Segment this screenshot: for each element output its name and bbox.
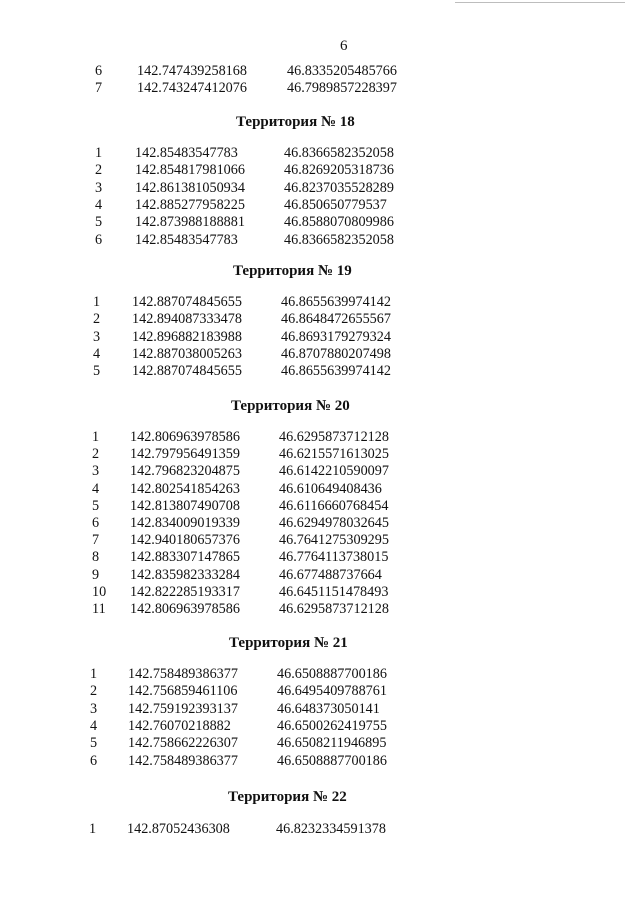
point-number: 1 bbox=[90, 666, 98, 682]
coordinate-longitude: 142.883307147865 bbox=[130, 549, 240, 566]
coordinate-latitude: 46.6295873712128 bbox=[279, 429, 389, 445]
table-row bbox=[0, 311, 633, 328]
point-number: 6 bbox=[92, 515, 100, 531]
coordinate-longitude: 142.797956491359 bbox=[130, 446, 240, 463]
coordinate-latitude: 46.8655639974142 bbox=[281, 363, 391, 380]
table-row bbox=[0, 498, 633, 515]
point-number: 5 bbox=[90, 735, 98, 752]
coordinate-longitude: 142.861381050934 bbox=[135, 179, 245, 196]
point-number: 4 bbox=[93, 345, 101, 362]
point-number: 5 bbox=[95, 214, 103, 231]
coordinate-latitude: 46.610649408436 bbox=[279, 480, 382, 497]
coordinate-latitude: 46.6508887700186 bbox=[277, 666, 387, 682]
coordinate-longitude: 142.885277958225 bbox=[135, 196, 245, 213]
table-row bbox=[0, 735, 633, 752]
table-row bbox=[0, 753, 633, 770]
coordinate-latitude: 46.6142210590097 bbox=[279, 463, 389, 480]
territory-heading: Территория № 22 bbox=[228, 789, 347, 805]
point-number: 9 bbox=[92, 566, 100, 583]
page-number: 6 bbox=[340, 38, 348, 54]
point-number: 1 bbox=[92, 429, 100, 445]
table-row bbox=[0, 180, 633, 197]
coordinate-longitude: 142.87052436308 bbox=[127, 821, 230, 837]
coordinate-longitude: 142.887038005263 bbox=[132, 345, 242, 362]
coordinate-longitude: 142.85483547783 bbox=[135, 231, 238, 248]
coordinate-latitude: 46.6508887700186 bbox=[277, 752, 387, 769]
coordinate-longitude: 142.758489386377 bbox=[128, 666, 238, 682]
point-number: 2 bbox=[92, 446, 100, 463]
coordinate-longitude: 142.758489386377 bbox=[128, 752, 238, 769]
coordinate-latitude: 46.6295873712128 bbox=[279, 601, 389, 617]
point-number: 3 bbox=[95, 179, 103, 196]
point-number: 6 bbox=[90, 752, 98, 769]
coordinate-latitude: 46.648373050141 bbox=[277, 700, 380, 717]
point-number: 1 bbox=[89, 821, 97, 837]
table-row bbox=[0, 515, 633, 532]
coordinate-longitude: 142.806963978586 bbox=[130, 429, 240, 445]
coordinate-latitude: 46.850650779537 bbox=[284, 196, 387, 213]
coordinate-latitude: 46.8237035528289 bbox=[284, 179, 394, 196]
point-number: 7 bbox=[95, 80, 103, 97]
coordinate-longitude: 142.759192393137 bbox=[128, 700, 238, 717]
coordinate-latitude: 46.8335205485766 bbox=[287, 63, 397, 79]
table-row bbox=[0, 329, 633, 346]
point-number: 11 bbox=[92, 601, 106, 617]
table-row bbox=[0, 666, 633, 683]
point-number: 1 bbox=[93, 294, 101, 310]
table-row bbox=[0, 63, 633, 80]
point-number: 4 bbox=[92, 480, 100, 497]
table-row bbox=[0, 363, 633, 380]
table-row bbox=[0, 584, 633, 601]
coordinate-latitude: 46.6116660768454 bbox=[279, 497, 389, 514]
coordinate-latitude: 46.8366582352058 bbox=[284, 145, 394, 161]
coordinate-longitude: 142.894087333478 bbox=[132, 311, 242, 328]
coordinate-latitude: 46.7989857228397 bbox=[287, 80, 397, 97]
point-number: 10 bbox=[92, 583, 107, 600]
coordinate-longitude: 142.756859461106 bbox=[128, 683, 238, 700]
point-number: 1 bbox=[95, 145, 103, 161]
coordinate-latitude: 46.6451151478493 bbox=[279, 583, 389, 600]
point-number: 5 bbox=[92, 497, 100, 514]
coordinate-latitude: 46.6495409788761 bbox=[277, 683, 387, 700]
table-row bbox=[0, 532, 633, 549]
coordinate-latitude: 46.8693179279324 bbox=[281, 328, 391, 345]
coordinate-latitude: 46.8232334591378 bbox=[276, 821, 386, 837]
coordinate-latitude: 46.8588070809986 bbox=[284, 214, 394, 231]
coordinate-latitude: 46.7764113738015 bbox=[279, 549, 389, 566]
coordinate-latitude: 46.6294978032645 bbox=[279, 515, 389, 531]
coordinate-latitude: 46.6500262419755 bbox=[277, 717, 387, 734]
table-row bbox=[0, 601, 633, 618]
coordinate-longitude: 142.896882183988 bbox=[132, 328, 242, 345]
table-row bbox=[0, 463, 633, 480]
scan-line-top bbox=[455, 2, 625, 3]
point-number: 2 bbox=[90, 683, 98, 700]
coordinate-longitude: 142.835982333284 bbox=[130, 566, 240, 583]
coordinate-longitude: 142.873988188881 bbox=[135, 214, 245, 231]
point-number: 7 bbox=[92, 532, 100, 549]
table-row bbox=[0, 481, 633, 498]
coordinate-longitude: 142.806963978586 bbox=[130, 601, 240, 617]
coordinate-longitude: 142.796823204875 bbox=[130, 463, 240, 480]
table-row bbox=[0, 701, 633, 718]
point-number: 8 bbox=[92, 549, 100, 566]
coordinate-latitude: 46.8269205318736 bbox=[284, 162, 394, 179]
coordinate-longitude: 142.813807490708 bbox=[130, 497, 240, 514]
territory-heading: Территория № 21 bbox=[229, 635, 348, 651]
table-row bbox=[0, 232, 633, 249]
coordinate-latitude: 46.8707880207498 bbox=[281, 345, 391, 362]
point-number: 6 bbox=[95, 231, 103, 248]
coordinate-longitude: 142.940180657376 bbox=[130, 532, 240, 549]
table-row bbox=[0, 821, 633, 838]
coordinate-longitude: 142.822285193317 bbox=[130, 583, 240, 600]
point-number: 2 bbox=[95, 162, 103, 179]
point-number: 6 bbox=[95, 63, 103, 79]
point-number: 4 bbox=[90, 717, 98, 734]
table-row bbox=[0, 346, 633, 363]
table-row bbox=[0, 145, 633, 162]
coordinate-longitude: 142.743247412076 bbox=[137, 80, 247, 97]
point-number: 5 bbox=[93, 363, 101, 380]
table-row bbox=[0, 683, 633, 700]
table-row bbox=[0, 718, 633, 735]
table-row bbox=[0, 162, 633, 179]
coordinate-latitude: 46.8648472655567 bbox=[281, 311, 391, 328]
coordinate-latitude: 46.677488737664 bbox=[279, 566, 382, 583]
coordinate-longitude: 142.802541854263 bbox=[130, 480, 240, 497]
coordinate-latitude: 46.7641275309295 bbox=[279, 532, 389, 549]
point-number: 3 bbox=[93, 328, 101, 345]
point-number: 4 bbox=[95, 196, 103, 213]
point-number: 3 bbox=[92, 463, 100, 480]
coordinate-longitude: 142.76070218882 bbox=[128, 717, 231, 734]
table-row bbox=[0, 549, 633, 566]
territory-heading: Территория № 18 bbox=[236, 114, 355, 130]
table-row bbox=[0, 567, 633, 584]
table-row bbox=[0, 294, 633, 311]
table-row bbox=[0, 429, 633, 446]
coordinate-longitude: 142.747439258168 bbox=[137, 63, 247, 79]
coordinate-latitude: 46.8366582352058 bbox=[284, 231, 394, 248]
coordinate-longitude: 142.758662226307 bbox=[128, 735, 238, 752]
table-row bbox=[0, 214, 633, 231]
coordinate-longitude: 142.834009019339 bbox=[130, 515, 240, 531]
territory-heading: Территория № 19 bbox=[233, 263, 352, 279]
coordinate-latitude: 46.6215571613025 bbox=[279, 446, 389, 463]
point-number: 2 bbox=[93, 311, 101, 328]
coordinate-latitude: 46.6508211946895 bbox=[277, 735, 387, 752]
table-row bbox=[0, 446, 633, 463]
table-row bbox=[0, 80, 633, 97]
coordinate-longitude: 142.854817981066 bbox=[135, 162, 245, 179]
coordinate-latitude: 46.8655639974142 bbox=[281, 294, 391, 310]
coordinate-longitude: 142.85483547783 bbox=[135, 145, 238, 161]
coordinate-longitude: 142.887074845655 bbox=[132, 294, 242, 310]
table-row bbox=[0, 197, 633, 214]
point-number: 3 bbox=[90, 700, 98, 717]
coordinate-longitude: 142.887074845655 bbox=[132, 363, 242, 380]
territory-heading: Территория № 20 bbox=[231, 398, 350, 414]
